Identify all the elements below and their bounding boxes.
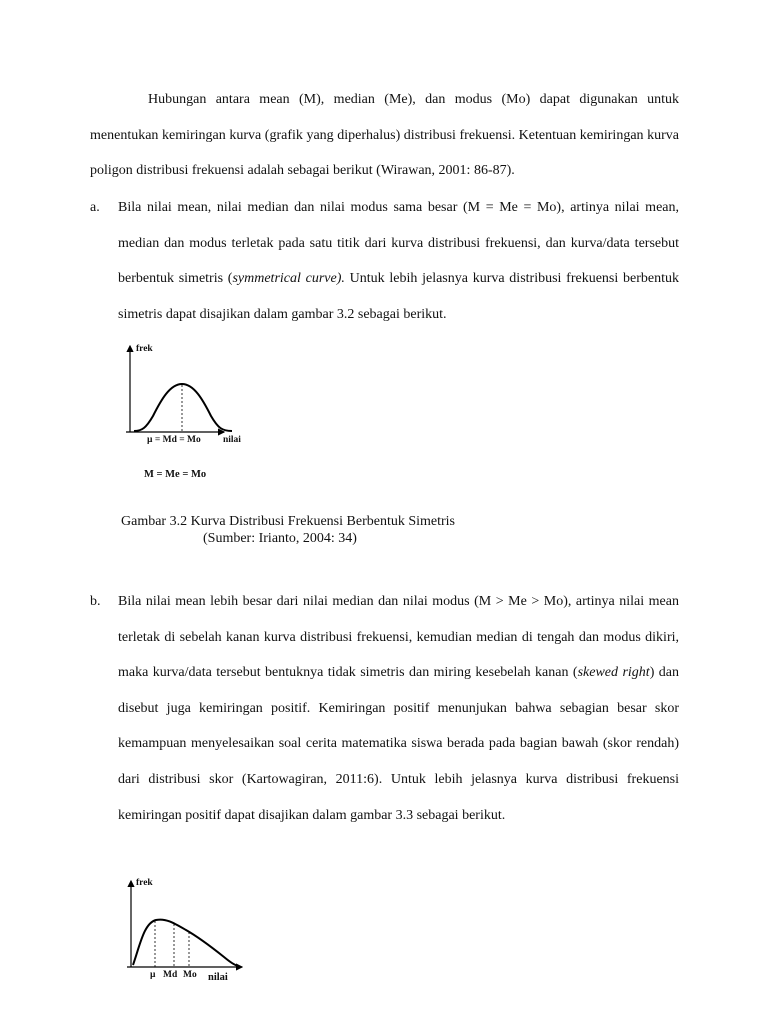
y-axis-label: frek: [136, 344, 153, 354]
figure-1-caption: Gambar 3.2 Kurva Distribusi Frekuensi Berbentuk Simetris: [121, 514, 456, 529]
item-a-marker: a.: [90, 200, 100, 215]
item-a-text: Bila nilai mean, nilai median dan nilai modus sama besar (M = Me = Mo), artinya nilai mean, median dan modus terletak pada satu titik dari kurva distribusi frekuensi, dan kurva/data tersebut berbentuk simetris (symmetrical curve). Untuk lebih jelasnya kurva distribusi frekuensi berbentuk simetris dapat disajikan dalam gambar 3.2 sebagai berikut.: [118, 200, 679, 322]
x-axis-label: nilai: [208, 972, 228, 983]
x-axis-label: nilai: [223, 435, 241, 445]
intro-text: Hubungan antara mean (M), median (Me), dan modus (Mo) dapat digunakan untuk menentukan kemiringan kurva (grafik yang diperhalus) distribusi frekuensi. Ketentuan kemiringan kurva poligon distribusi frekuensi adalah sebagai berikut (Wirawan, 2001: 86-87).: [90, 92, 679, 178]
intro-paragraph: [90, 82, 679, 189]
y-axis-label: frek: [136, 878, 153, 888]
figure-1-source: (Sumber: Irianto, 2004: 34): [203, 531, 357, 546]
mu-label: µ: [150, 970, 156, 980]
symmetric-curve-diagram: [120, 340, 260, 450]
mode-label: Mo: [183, 970, 197, 980]
median-label: Md: [163, 970, 178, 980]
item-b-marker: b.: [90, 594, 101, 609]
skewed-curve-figure: [120, 873, 250, 988]
equation-label: M = Me = Mo: [144, 469, 207, 480]
symmetric-curve: [134, 384, 232, 431]
skewed-curve: [133, 920, 238, 966]
point-label: µ = Md = Mo: [147, 435, 201, 445]
symmetric-curve-figure: [120, 340, 260, 450]
item-b-text: Bila nilai mean lebih besar dari nilai median dan nilai modus (M > Me > Mo), artinya nilai mean terletak di sebelah kanan kurva distribusi frekuensi, kemudian median di tengah dan modus dikiri, maka kurva/data tersebut bentuknya tidak simetris dan miring kesebelah kanan (skewed right) dan disebut juga kemiringan positif. Kemiringan positif menunjukan bahwa sebagian besar skor kemampuan menyelesaikan soal cerita matematika siswa berada pada bagian bawah (skor rendah) dari distribusi skor (Kartowagiran, 2011:6). Untuk lebih jelasnya kurva distribusi frekuensi kemiringan positif dapat disajikan dalam gambar 3.3 sebagai berikut.: [118, 594, 680, 823]
